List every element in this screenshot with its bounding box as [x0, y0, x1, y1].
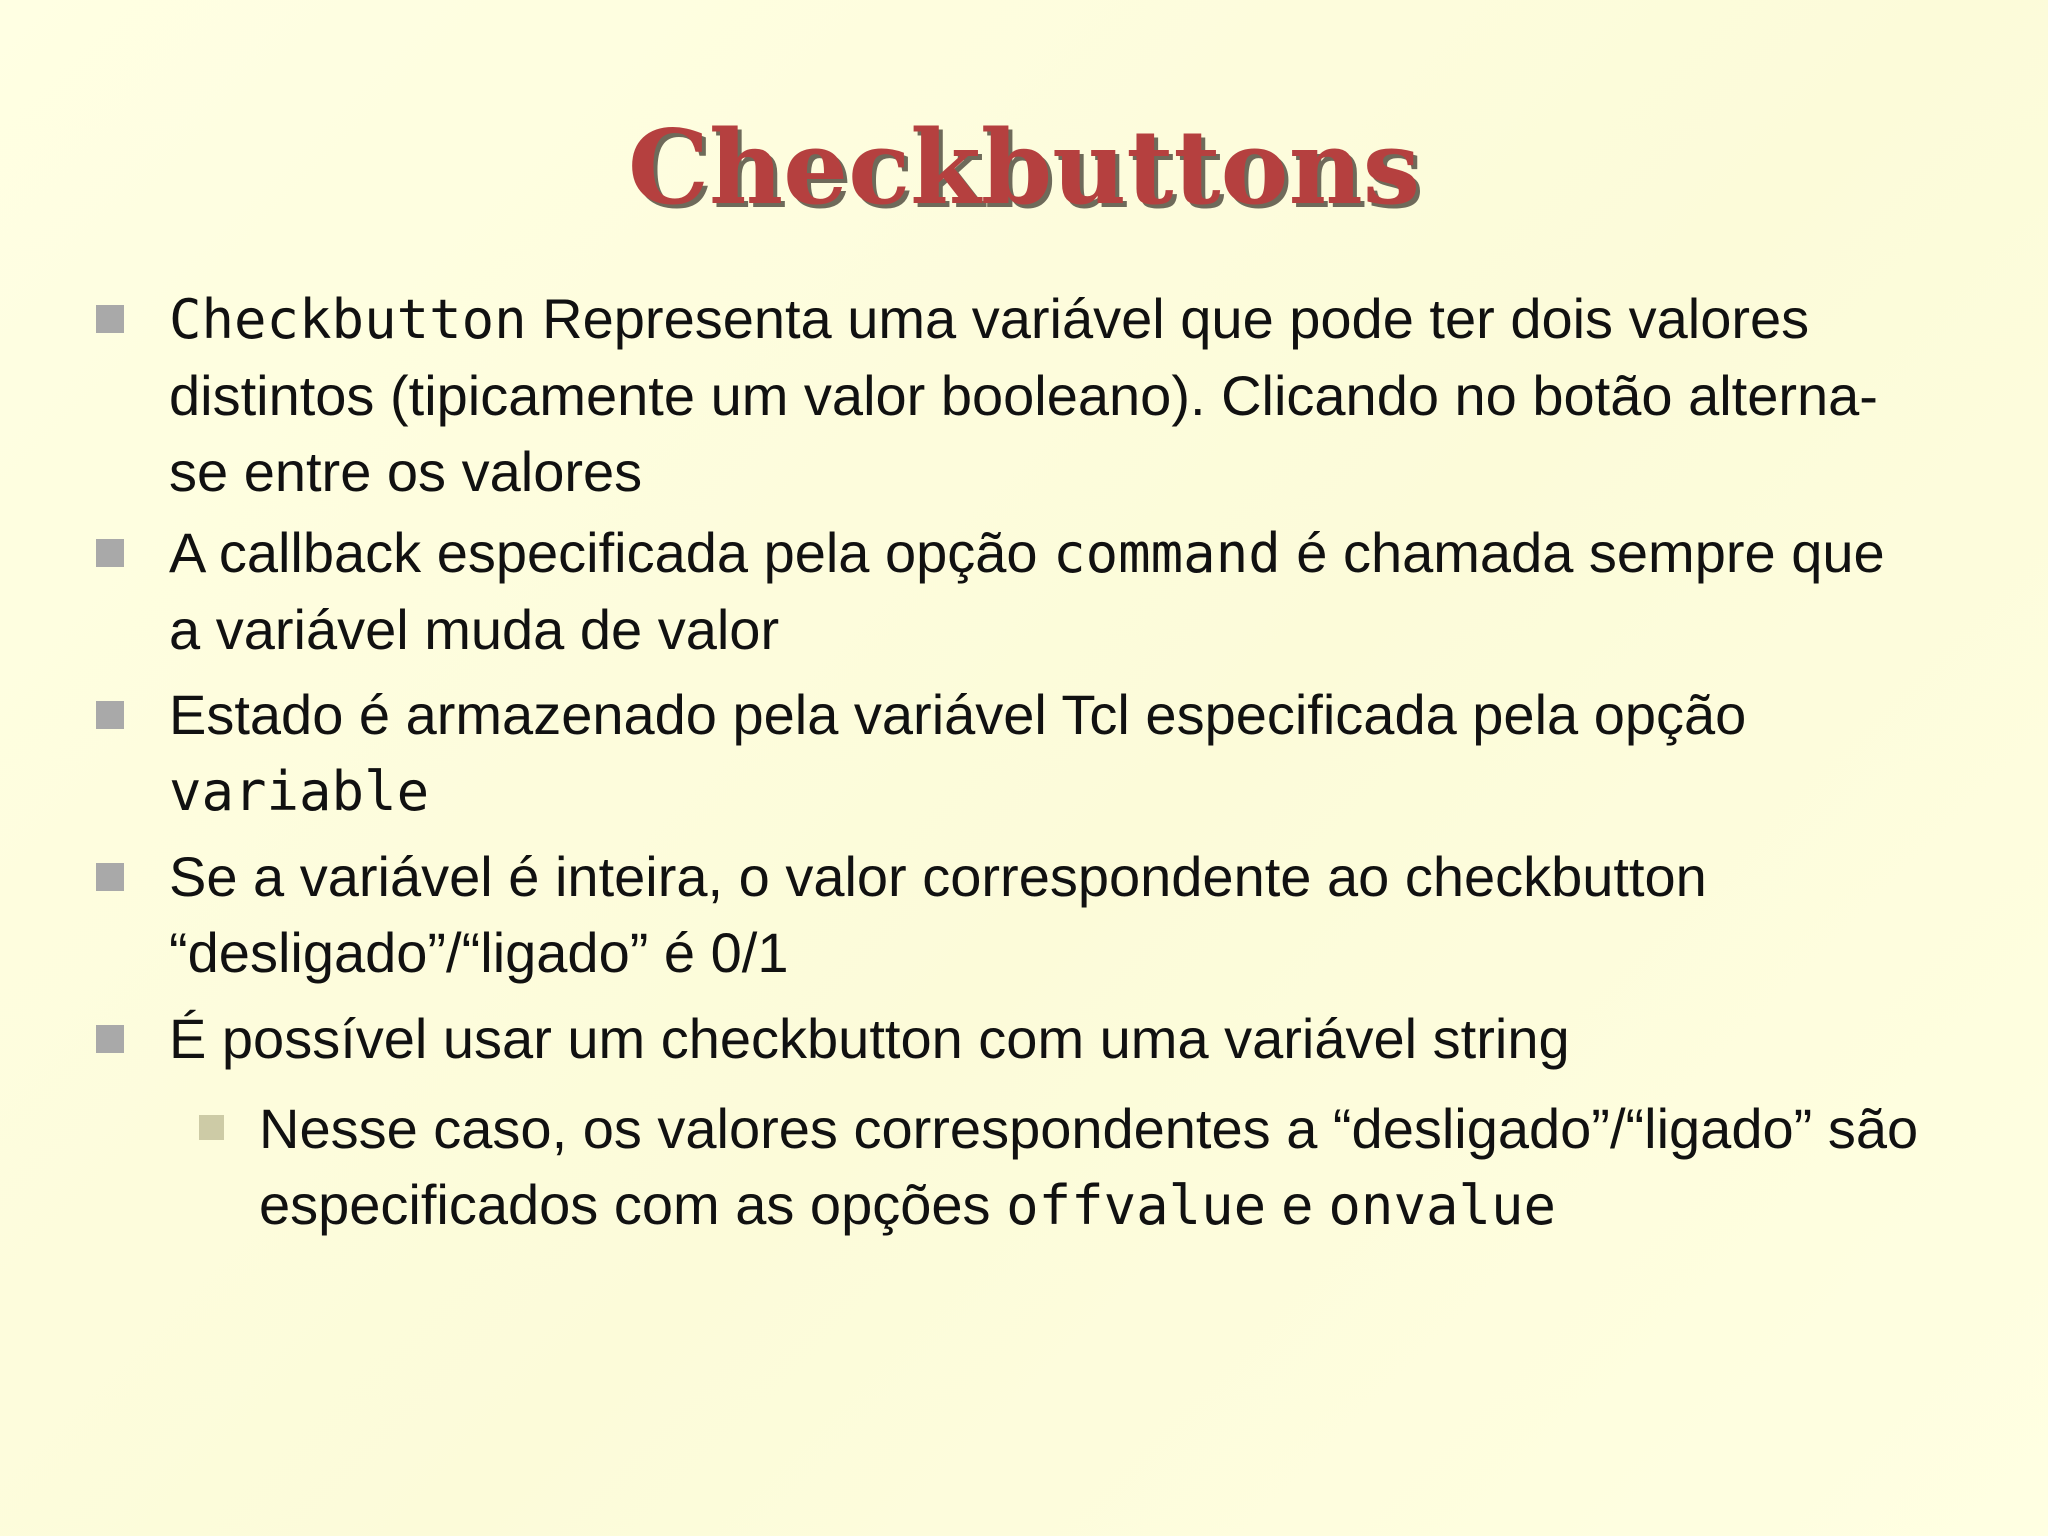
- sub-bullet-text-middle: e: [1266, 1173, 1329, 1236]
- square-bullet-icon: [96, 1025, 124, 1053]
- square-bullet-icon: [96, 863, 124, 891]
- code-variable: variable: [169, 760, 430, 823]
- bullet-item-3: [169, 677, 1929, 830]
- code-command: command: [1053, 522, 1281, 585]
- bullet-item-5: [169, 1001, 1929, 1077]
- code-offvalue: offvalue: [1006, 1174, 1267, 1237]
- code-checkbutton: Checkbutton: [169, 288, 527, 351]
- bullet-text-before: A callback especificada pela opção: [169, 521, 1054, 584]
- square-sub-bullet-icon: [199, 1115, 224, 1140]
- bullet-text-after: é chamada sempre que a variável muda de valor: [169, 521, 1885, 661]
- bullet-text: Se a variável é inteira, o valor correspondente ao checkbutton “desligado”/“ligado” é 0/1: [169, 845, 1707, 984]
- bullet-text: Representa uma variável que pode ter dois valores distintos (tipicamente um valor booleano). Clicando no botão alterna-se entre os valores: [169, 287, 1878, 503]
- bullet-text-before: Estado é armazenado pela variável Tcl especificada pela opção: [169, 683, 1747, 746]
- square-bullet-icon: [96, 539, 124, 567]
- bullet-item-4: [169, 839, 1929, 991]
- slide-title: Checkbuttons: [627, 108, 1421, 228]
- bullet-text: É possível usar um checkbutton com uma variável string: [169, 1007, 1570, 1070]
- sub-bullet-item-1: [259, 1091, 1939, 1244]
- bullet-item-1: [169, 281, 1929, 510]
- square-bullet-icon: [96, 701, 124, 729]
- sub-bullet-text-before: Nesse caso, os valores correspondentes a “desligado”/“ligado” são especificados com as opções: [259, 1097, 1919, 1236]
- bullet-item-2: [169, 515, 1929, 668]
- square-bullet-icon: [96, 305, 124, 333]
- code-onvalue: onvalue: [1328, 1174, 1556, 1237]
